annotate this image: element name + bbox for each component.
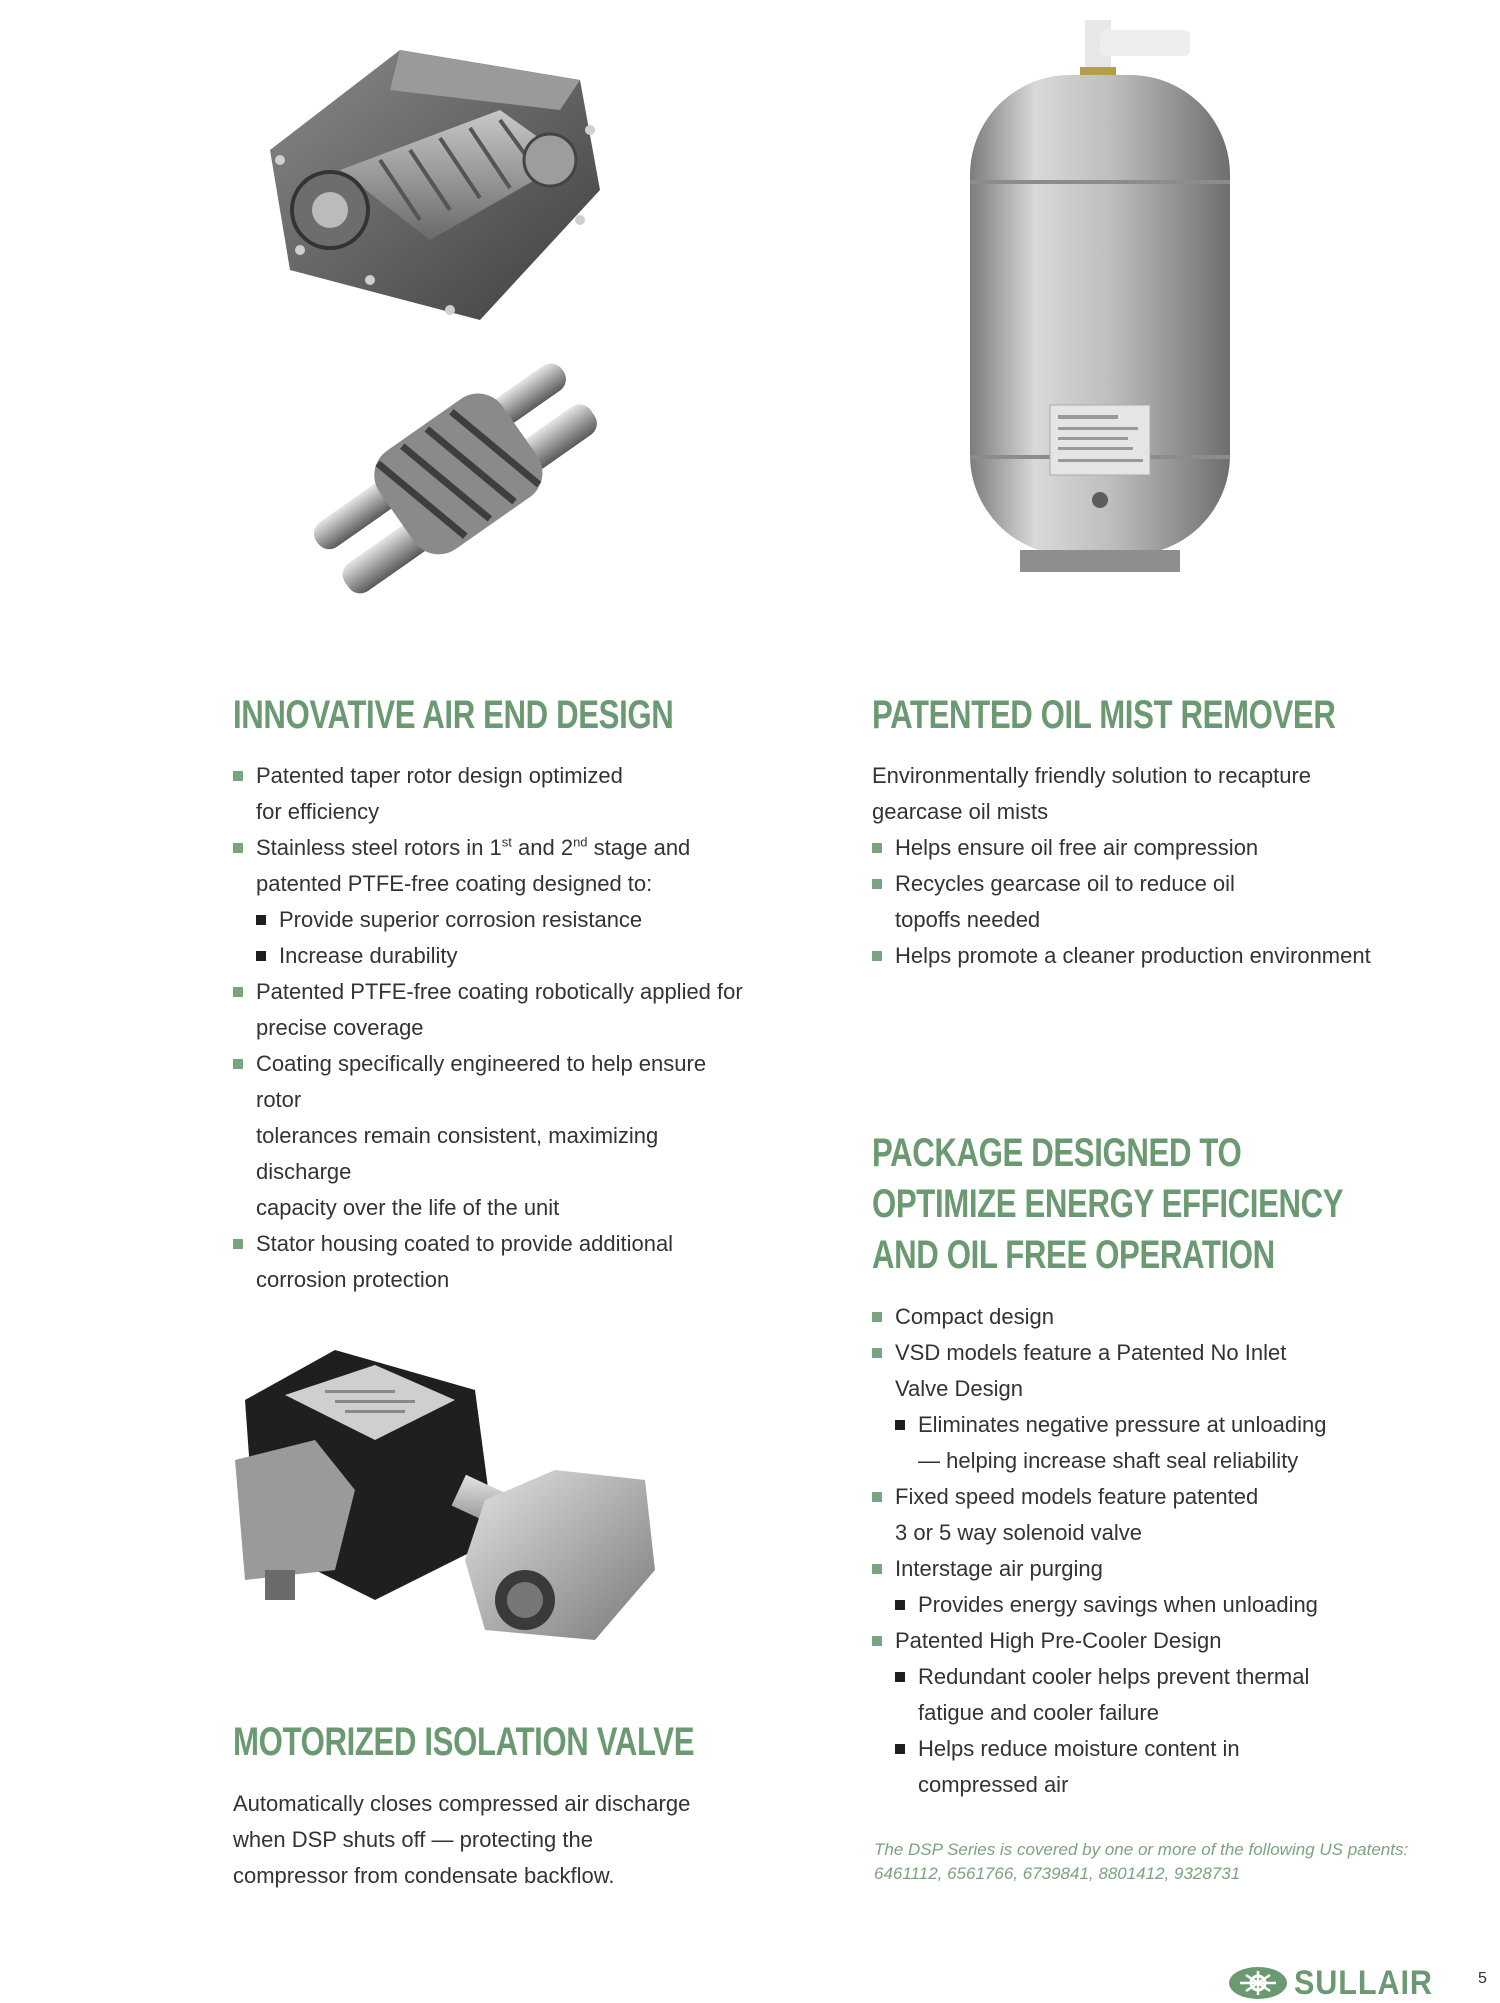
page-number: 5 xyxy=(1478,1970,1487,1987)
list-item xyxy=(233,1046,753,1226)
bullet-text: — helping increase shaft seal reliability xyxy=(918,1448,1299,1473)
sub-list-item xyxy=(233,902,753,938)
bullet-text: Helps promote a cleaner production environment xyxy=(895,943,1371,968)
screw-rotors-image xyxy=(290,335,630,635)
package-title-line: PACKAGE DESIGNED TO xyxy=(872,1131,1242,1175)
bullet-text: Eliminates negative pressure at unloading xyxy=(918,1412,1327,1437)
list-item xyxy=(872,1623,1412,1659)
package-title xyxy=(872,1128,1343,1281)
oil-mist-body xyxy=(872,758,1392,974)
bullet-text: precise coverage xyxy=(256,1015,424,1040)
sullair-emblem-icon xyxy=(1228,1966,1288,2000)
bullet-text: Patented High Pre-Cooler Design xyxy=(895,1628,1222,1653)
sub-list-item xyxy=(872,1659,1412,1731)
intro-text: Environmentally friendly solution to recapture xyxy=(872,763,1312,788)
bullet-text: Increase durability xyxy=(279,943,458,968)
sub-list-item xyxy=(233,938,753,974)
airend-cutaway-image xyxy=(250,20,630,350)
valve-text-line: when DSP shuts off — protecting the xyxy=(233,1827,593,1852)
bullet-text: fatigue and cooler failure xyxy=(918,1700,1159,1725)
package-bullets xyxy=(872,1299,1412,1803)
bullet-text: patented PTFE-free coating designed to: xyxy=(256,871,653,896)
bullet-text: capacity over the life of the unit xyxy=(256,1195,560,1220)
sub-list-item xyxy=(872,1407,1412,1479)
oil-mist-title: PATENTED OIL MIST REMOVER xyxy=(872,693,1336,737)
list-item xyxy=(233,830,753,902)
sullair-logo xyxy=(1228,1963,1448,2003)
list-item xyxy=(872,1551,1412,1587)
air-end-bullets xyxy=(233,758,753,1298)
bullet-text: and 2 xyxy=(511,835,574,860)
list-item xyxy=(872,830,1392,866)
bullet-text: Coating specifically engineered to help ensure rotor xyxy=(256,1051,707,1112)
bullet-text: Redundant cooler helps prevent thermal xyxy=(918,1664,1310,1689)
bullet-text: Interstage air purging xyxy=(895,1556,1103,1581)
bullet-text: Compact design xyxy=(895,1304,1054,1329)
bullet-text: tolerances remain consistent, maximizing discharge xyxy=(256,1123,659,1184)
superscript: nd xyxy=(573,834,588,850)
bullet-text: VSD models feature a Patented No Inlet xyxy=(895,1340,1287,1365)
bullet-text: Patented PTFE-free coating robotically applied for xyxy=(256,979,743,1004)
patent-note xyxy=(874,1838,1434,1886)
list-item xyxy=(872,1299,1412,1335)
list-item xyxy=(872,866,1392,938)
bullet-text: corrosion protection xyxy=(256,1267,450,1292)
list-item xyxy=(872,1479,1412,1551)
bullet-text: Provides energy savings when unloading xyxy=(918,1592,1318,1617)
bullet-text: 3 or 5 way solenoid valve xyxy=(895,1520,1143,1545)
bullet-text: Valve Design xyxy=(895,1376,1023,1401)
list-item xyxy=(233,758,753,830)
bullet-text: Recycles gearcase oil to reduce oil xyxy=(895,871,1235,896)
bullet-text: Helps reduce moisture content in xyxy=(918,1736,1240,1761)
patent-note-line: 6461112, 6561766, 6739841, 8801412, 9328731 xyxy=(874,1864,1241,1883)
list-item xyxy=(233,1226,753,1298)
oil-mist-tank-image xyxy=(960,15,1240,585)
patent-note-line: The DSP Series is covered by one or more of the following US patents: xyxy=(874,1840,1409,1859)
bullet-text: stage and xyxy=(587,835,691,860)
package-title-line: AND OIL FREE OPERATION xyxy=(872,1233,1275,1277)
list-item xyxy=(872,938,1392,974)
bullet-text: compressed air xyxy=(918,1772,1069,1797)
valve-body xyxy=(233,1786,753,1894)
sub-list-item xyxy=(872,1731,1412,1803)
bullet-text: Fixed speed models feature patented xyxy=(895,1484,1259,1509)
bullet-text: Patented taper rotor design optimized xyxy=(256,763,623,788)
brand-name: SULLAIR xyxy=(1294,1963,1433,2002)
bullet-text: for efficiency xyxy=(256,799,380,824)
isolation-valve-image xyxy=(225,1340,675,1680)
sub-list-item xyxy=(872,1587,1412,1623)
package-title-line: OPTIMIZE ENERGY EFFICIENCY xyxy=(872,1182,1344,1226)
bullet-text: topoffs needed xyxy=(895,907,1041,932)
intro-text: gearcase oil mists xyxy=(872,799,1049,824)
bullet-text: Stator housing coated to provide additional xyxy=(256,1231,674,1256)
superscript: st xyxy=(501,834,512,850)
valve-title: MOTORIZED ISOLATION VALVE xyxy=(233,1720,695,1764)
bullet-text: Provide superior corrosion resistance xyxy=(279,907,643,932)
valve-text-line: compressor from condensate backflow. xyxy=(233,1863,615,1888)
oil-mist-intro xyxy=(872,758,1392,830)
air-end-title: INNOVATIVE AIR END DESIGN xyxy=(233,693,674,737)
bullet-text: Helps ensure oil free air compression xyxy=(895,835,1259,860)
bullet-text: Stainless steel rotors in 1 xyxy=(256,835,502,860)
list-item xyxy=(233,974,753,1046)
list-item xyxy=(872,1335,1412,1407)
valve-text-line: Automatically closes compressed air discharge xyxy=(233,1791,691,1816)
